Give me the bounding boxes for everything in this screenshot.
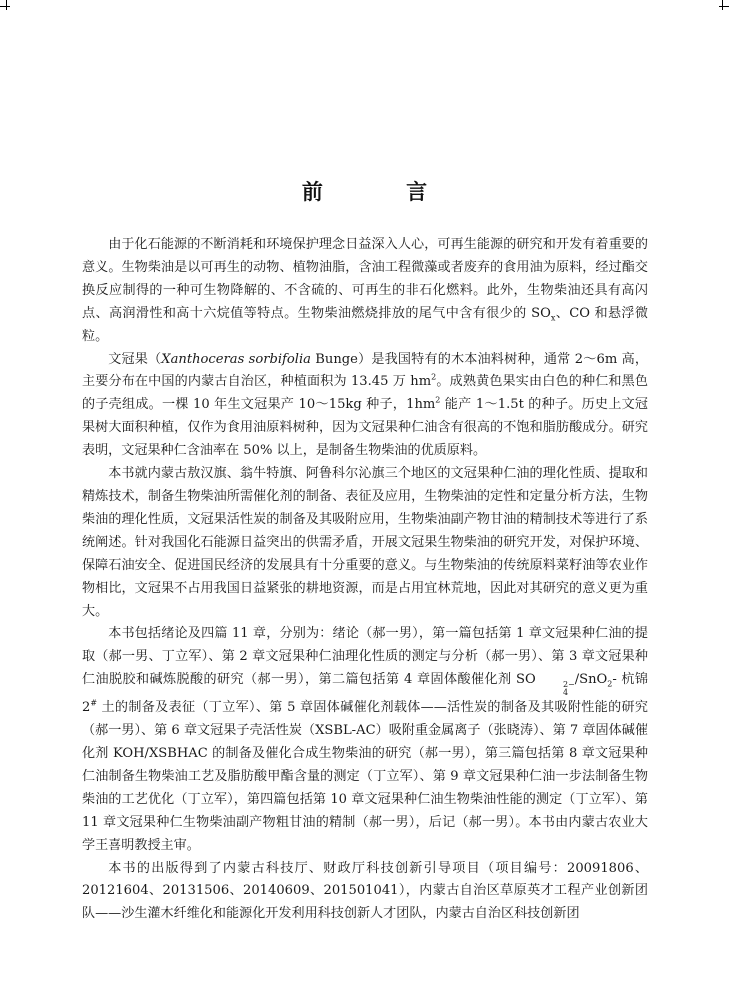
paragraph-4-part-b: /SnO [574,672,608,688]
page-title: 前 言 [301,180,466,204]
latin-name: Xanthoceras sorbifolia [161,351,311,367]
crop-mark-top-left [0,6,10,7]
sno2-subscript: 2 [607,679,613,689]
paragraph-4-part-a: 本书包括绪论及四篇 11 章，分别为：绪论（郝一男），第一篇包括第 1 章文冠果种仁油的提取（郝一男、丁立军）、第 2 章文冠果种仁油理化性质的测定与分析（郝一男）、第 3 章文冠果种仁油脱胶和碱炼脱酸的研究（郝一男），第二篇包括第 4 章固体酸催化剂 SO [82,626,648,688]
hm2-superscript-1: 2 [431,373,437,383]
paragraph-1-end: 、CO 和悬浮微粒。 [82,305,648,344]
sulfate-charge: 2− [562,680,575,690]
paragraph-4-part-c: - 杭锦 2 [82,672,648,716]
sulfate-subscript: 4 [562,688,569,698]
paragraph-2-part-a: 文冠果（ [108,351,162,367]
hm2-superscript-2: 2 [435,395,441,405]
sox-subscript: x [550,313,556,323]
paragraph-2 [82,349,648,464]
crop-mark-top-right-vertical [722,0,723,10]
body-text [82,234,648,926]
paragraph-3: 本书就内蒙古敖汉旗、翁牛特旗、阿鲁科尔沁旗三个地区的文冠果种仁油的理化性质、提取和精炼技术，制备生物柴油所需催化剂的制备、表征及应用，生物柴油的定性和定量分析方法，生物柴油的理化性质，文冠果活性炭的制备及其吸附应用，生物柴油副产物甘油的精制技术等进行了系统阐述。针对我国化石能源日益突出的供需矛盾，开展文冠果生物柴油的研究开发，对保护环境、保障石油安全、促进国民经济的发展具有十分重要的意义。与生物柴油的传统原料菜籽油等农业作物相比，文冠果不占用我国日益紧张的耕地资源，而是占用宜林荒地，因此对其研究的意义更为重大。 [82,466,648,619]
crop-mark-top-left-vertical [6,0,7,10]
paragraph-2-part-b: Bunge）是我国特有的木本油料树种，通常 2～6m 高，主要分布在中国的内蒙古自治区，种植面积为 13.45 万 hm [82,351,649,390]
paragraph-4 [82,623,648,857]
sulfate-charge-stack [537,681,575,697]
paragraph-1-text: 由于化石能源的不断消耗和环境保护理念日益深入人心，可再生能源的研究和开发有着重要的意义。生物柴油是以可再生的动物、植物油脂，含油工程微藻或者废弃的食用油为原料，经过酯交换反应制得的一种可生物降解的、不含硫的、可再生的非石化燃料。此外，生物柴油还具有高闪点、高润滑性和高十六烷值等特点。生物柴油燃烧排放的尾气中含有很少的 SO [82,237,648,321]
crop-mark-top-right [719,6,729,7]
paragraph-2-part-d: 能产 1～1.5t 的种子。历史上文冠果树大面积种植，仅作为食用油原料树种，因为文冠果种仁油含有很高的不饱和脂肪酸成分。研究表明，文冠果种仁含油率在 50% 以上，是制备生物柴油的优质原料。 [82,397,648,459]
paragraph-1 [82,234,648,349]
hangjin-superscript: # [90,698,98,708]
paragraph-2-part-c: 。成熟黄色果实由白色的种仁和黑色的子壳组成。一棵 10 年生文冠果产 10～15kg 种子，1hm [82,374,648,413]
paragraph-5: 本书的出版得到了内蒙古科技厅、财政厅科技创新引导项目（项目编号：20091806、20121604、20131506、20140609、201501041），内蒙古自治区草原英才工程产业创新团队——沙生灌木纤维化和能源化开发利用科技创新人才团队，内蒙古自治区科技创新团 [82,860,648,922]
paragraph-4-part-d: 土的制备及表征（丁立军）、第 5 章固体碱催化剂载体——活性炭的制备及其吸附性能的研究（郝一男）、第 6 章文冠果子壳活性炭（XSBL-AC）吸附重金属离子（张晓涛）、第 7 章固体碱催化剂 KOH/XSBHAC 的制备及催化合成生物柴油的研究（郝一男），第三篇包括第 8 章文冠果种仁油制备生物柴油工艺及脂肪酸甲酯含量的测定（丁立军）、第 9 章文冠果种仁油一步法制备生物柴油的工艺优化（丁立军），第四篇包括第 10 章文冠果种仁油生物柴油性能的测定（丁立军）、第 11 章文冠果种仁生物柴油副产物粗甘油的精制（郝一男），后记（郝一男）。本书由内蒙古农业大学王喜明教授主审。 [82,700,648,853]
